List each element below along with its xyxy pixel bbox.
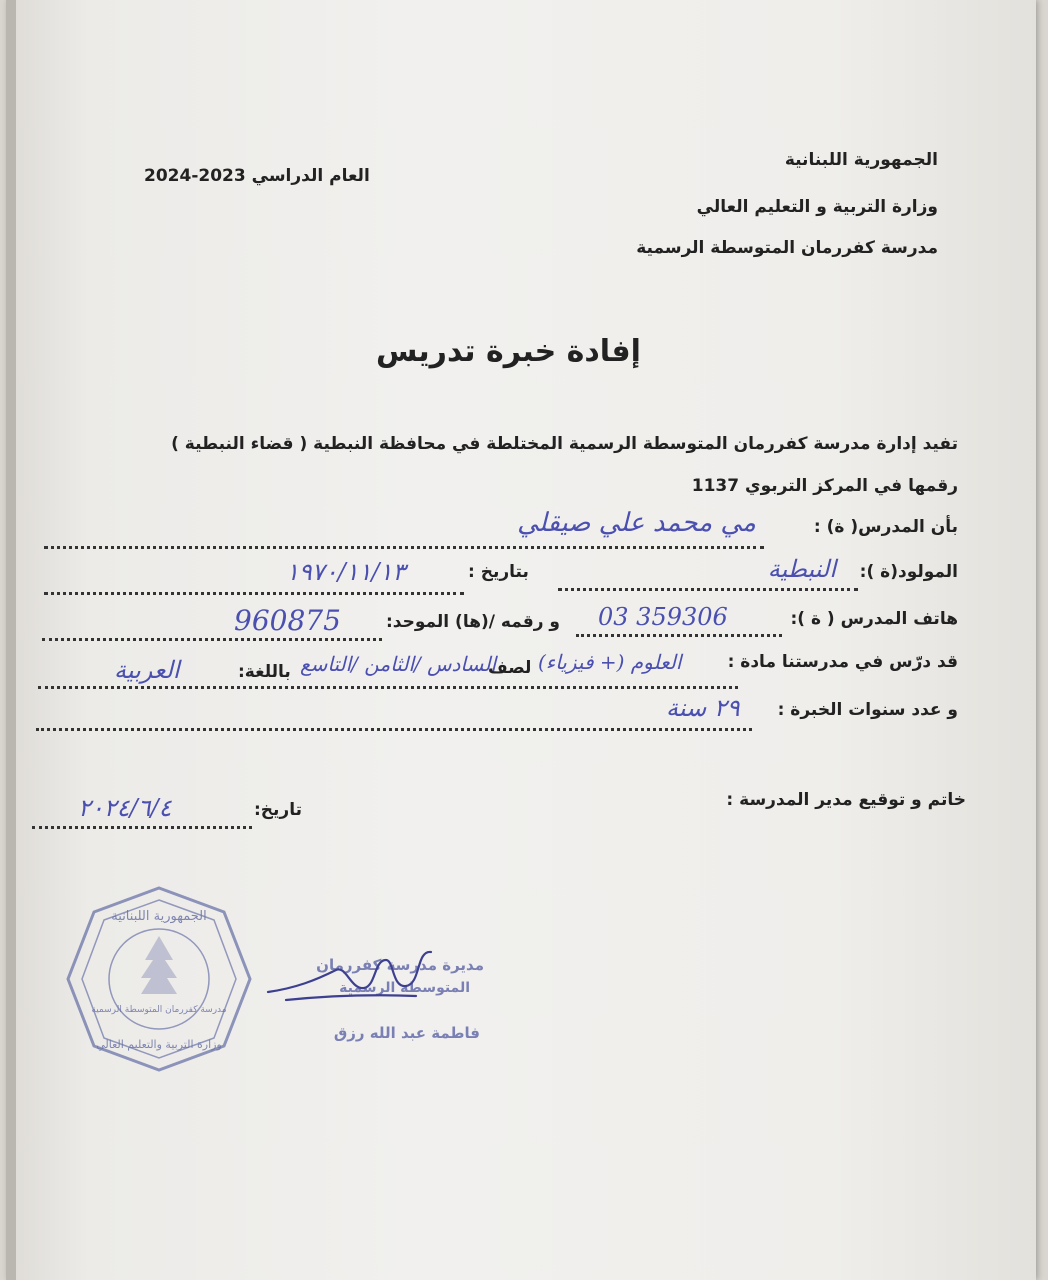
signature-line-2: المتوسطة الرسمية (339, 980, 470, 996)
years-value: ٢٩ سنة (666, 694, 740, 722)
phone-value: 03 359306 (598, 603, 728, 631)
birth-date-label: بتاريخ : (468, 562, 529, 582)
signature-label: خاتم و توقيع مدير المدرسة : (726, 790, 966, 810)
footer-date-label: تاريخ: (254, 800, 302, 820)
subject-dotted-line (38, 686, 738, 689)
grade-value: السادس /الثامن /التاسع (300, 652, 496, 676)
teacher-label: بأن المدرس( ة) : (813, 517, 958, 537)
birth-date-dotted-line (44, 592, 464, 595)
stamp-bottom-text: وزارة التربية والتعليم العالي (96, 1038, 222, 1051)
born-place-value: النبطية (767, 555, 836, 583)
birth-date-value: ١٩٧٠/١١/١٣ (286, 558, 406, 586)
born-label: المولود(ة ): (859, 562, 958, 582)
footer-date-value: ٢٠٢٤/٦/٤ (78, 794, 172, 822)
footer-date-dotted-line (32, 826, 252, 829)
grade-label: لصف (488, 658, 532, 678)
born-place-dotted-line (558, 588, 858, 591)
unified-number-label: و رقمه /(ها) الموحد: (386, 612, 561, 632)
subject-value: العلوم (+ فيزياء) (538, 650, 682, 674)
stamp-top-text: الجمهورية اللبنانية (111, 909, 207, 924)
years-dotted-line (36, 728, 752, 731)
phone-dotted-line (576, 634, 782, 637)
page-shadow-edge (6, 0, 16, 1280)
unified-number-value: 960875 (234, 604, 341, 637)
signature-line-3: فاطمة عبد الله رزق (333, 1024, 480, 1042)
document-page (6, 0, 1036, 1280)
header-school: مدرسة كفررمان المتوسطة الرسمية (636, 238, 938, 258)
intro-line-1: تفيد إدارة مدرسة كفررمان المتوسطة الرسمية المختلطة في محافظة النبطية ( قضاء النبطية ) (171, 434, 958, 454)
school-stamp (64, 884, 254, 1074)
principal-signature (256, 930, 496, 1050)
unified-number-dotted-line (42, 638, 382, 641)
language-label: باللغة: (238, 662, 291, 682)
header-ministry: وزارة التربية و التعليم العالي (696, 197, 938, 217)
intro-line-2: رقمها في المركز التربوي 1137 (691, 476, 958, 496)
years-label: و عدد سنوات الخبرة : (777, 700, 958, 720)
teacher-name-value: مي محمد علي صيقلي (517, 508, 756, 538)
signature-line-1: مديرة مدرسة كفررمان (316, 956, 484, 974)
taught-label: قد درّس في مدرستنا مادة : (727, 652, 958, 672)
teacher-name-dotted-line (44, 546, 764, 549)
language-value: العربية (114, 656, 180, 684)
header-republic: الجمهورية اللبنانية (784, 150, 938, 170)
page-title: إفادة خبرة تدريس (376, 334, 641, 369)
stamp-middle-text: مدرسة كفررمان المتوسطة الرسمية (91, 1005, 227, 1015)
phone-label: هاتف المدرس ( ة ): (790, 609, 958, 629)
header-academic-year: العام الدراسي 2023-2024 (144, 166, 370, 186)
